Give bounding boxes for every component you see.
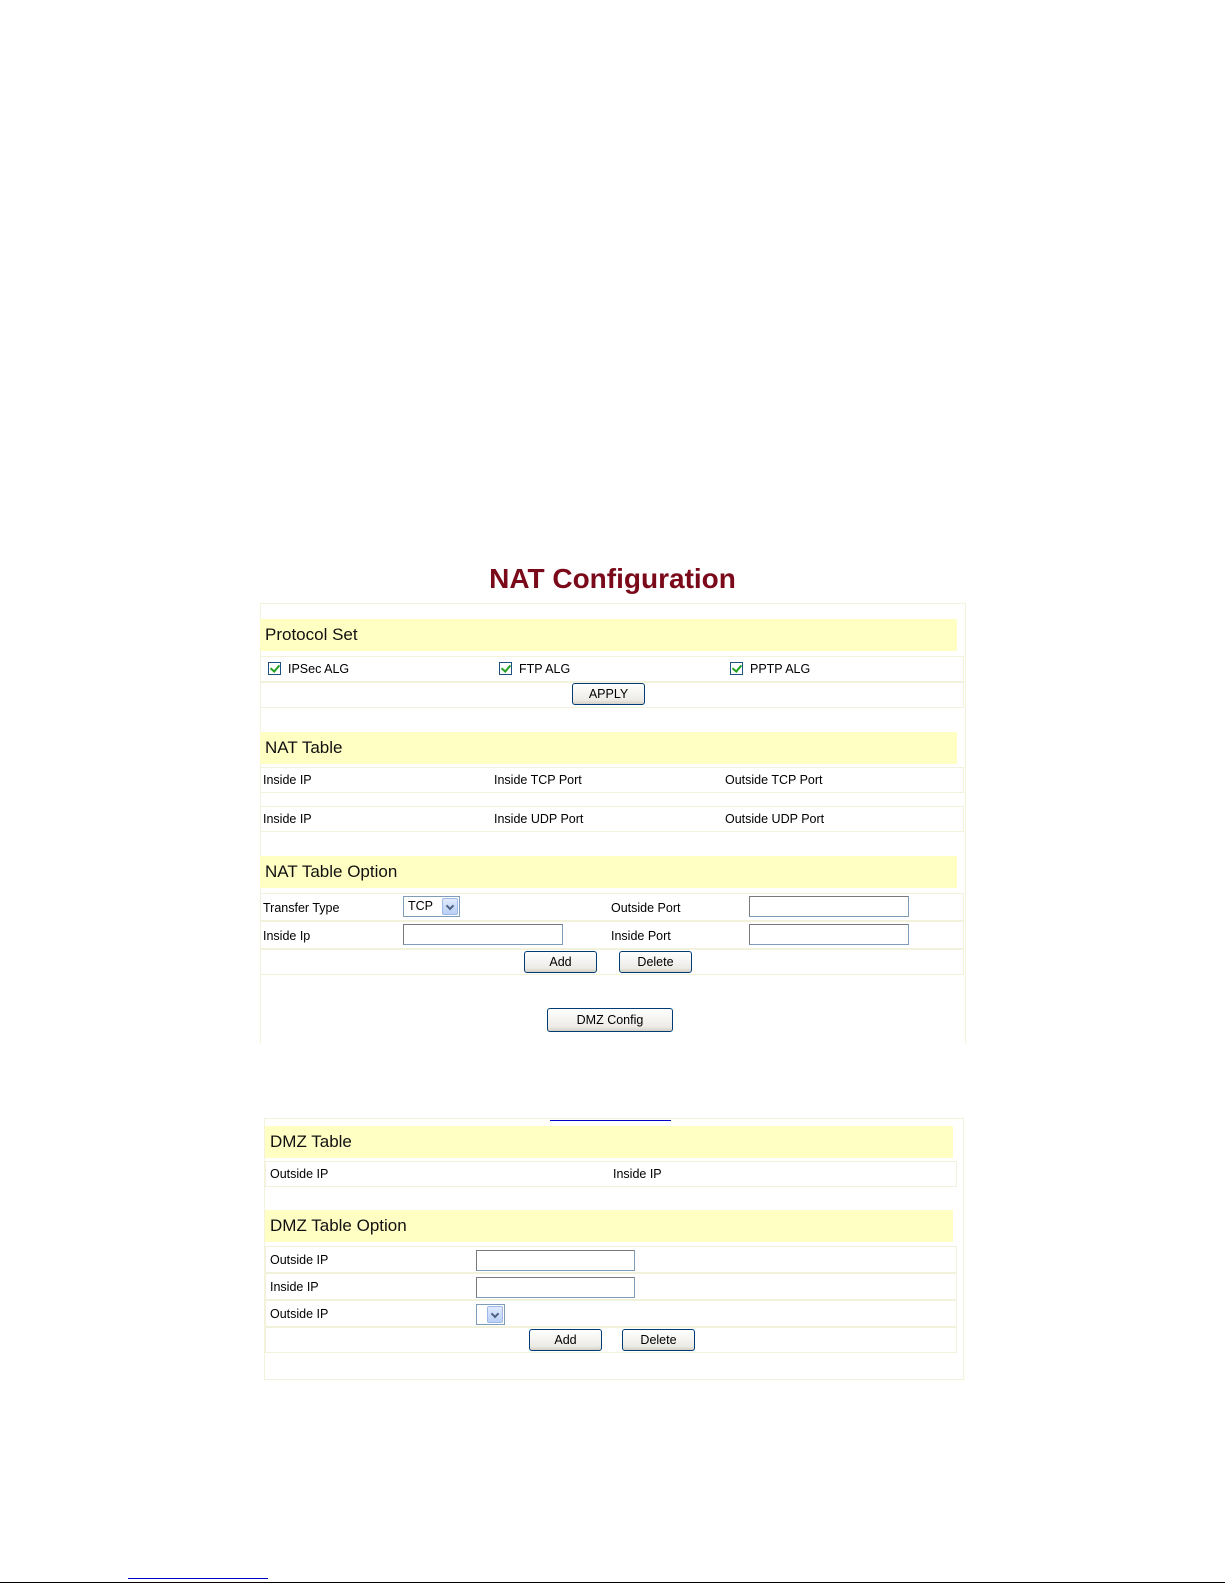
dmz-inside-ip-label: Inside IP	[270, 1280, 319, 1294]
nat-table-option-header: NAT Table Option	[260, 856, 957, 888]
dmz-table-columns-row	[265, 1161, 957, 1187]
pptp-alg-checkbox[interactable]	[730, 662, 743, 675]
inside-port-label: Inside Port	[611, 929, 671, 943]
dmz-outside-ip-row	[265, 1246, 957, 1273]
column-outside-tcp-port: Outside TCP Port	[725, 773, 823, 787]
outside-port-label: Outside Port	[611, 901, 681, 915]
nat-delete-button[interactable]: Delete	[619, 951, 692, 973]
ftp-alg-checkbox[interactable]	[499, 662, 512, 675]
dmz-outside-ip-label: Outside IP	[270, 1253, 329, 1267]
dmz-inside-ip-input[interactable]	[476, 1277, 635, 1298]
dmz-outside-ip-select-row	[265, 1300, 957, 1327]
column-outside-udp-port: Outside UDP Port	[725, 812, 825, 826]
column-inside-ip: Inside IP	[263, 812, 312, 826]
dmz-outside-ip-select-label: Outside IP	[270, 1307, 329, 1321]
inside-port-input[interactable]	[749, 924, 909, 945]
dmz-outside-ip-input[interactable]	[476, 1250, 635, 1271]
dmz-option-actions-row	[265, 1327, 957, 1353]
column-inside-udp-port: Inside UDP Port	[494, 812, 584, 826]
dmz-delete-button[interactable]: Delete	[622, 1329, 695, 1351]
inside-ip-row	[260, 921, 964, 949]
transfer-type-label: Transfer Type	[263, 901, 340, 915]
nat-udp-header-row	[260, 806, 964, 832]
chevron-down-icon	[442, 898, 458, 915]
transfer-type-row	[260, 893, 964, 921]
nat-option-actions-row	[260, 949, 964, 975]
dmz-add-button[interactable]: Add	[529, 1329, 602, 1351]
protocol-set-row	[260, 656, 964, 682]
pptp-alg-label: PPTP ALG	[750, 662, 811, 676]
dmz-table-option-header: DMZ Table Option	[265, 1210, 953, 1242]
page-title: NAT Configuration	[489, 563, 736, 594]
transfer-type-value: TCP	[408, 899, 433, 913]
dmz-inside-ip-row	[265, 1273, 957, 1300]
chevron-down-icon	[487, 1306, 503, 1323]
ftp-alg-label: FTP ALG	[519, 662, 571, 676]
ipsec-alg-label: IPSec ALG	[288, 662, 350, 676]
column-inside-ip: Inside IP	[613, 1167, 662, 1181]
inside-ip-input[interactable]	[403, 924, 563, 945]
footer-rule	[0, 1582, 1225, 1583]
nat-add-button[interactable]: Add	[524, 951, 597, 973]
dmz-config-button[interactable]: DMZ Config	[547, 1008, 673, 1032]
protocol-set-header: Protocol Set	[260, 619, 957, 651]
nat-tcp-header-row	[260, 767, 964, 793]
column-inside-ip: Inside IP	[263, 773, 312, 787]
column-outside-ip: Outside IP	[270, 1167, 329, 1181]
transfer-type-select[interactable]	[403, 896, 460, 917]
dmz-table-header: DMZ Table	[265, 1126, 953, 1158]
footnote-underline	[128, 1578, 268, 1579]
outside-port-input[interactable]	[749, 896, 909, 917]
dmz-outside-ip-select[interactable]	[476, 1304, 505, 1325]
apply-row	[260, 682, 964, 708]
apply-button[interactable]: APPLY	[572, 683, 645, 705]
nat-table-header: NAT Table	[260, 732, 957, 764]
inside-ip-label: Inside Ip	[263, 929, 311, 943]
column-inside-tcp-port: Inside TCP Port	[494, 773, 582, 787]
ipsec-alg-checkbox[interactable]	[268, 662, 281, 675]
